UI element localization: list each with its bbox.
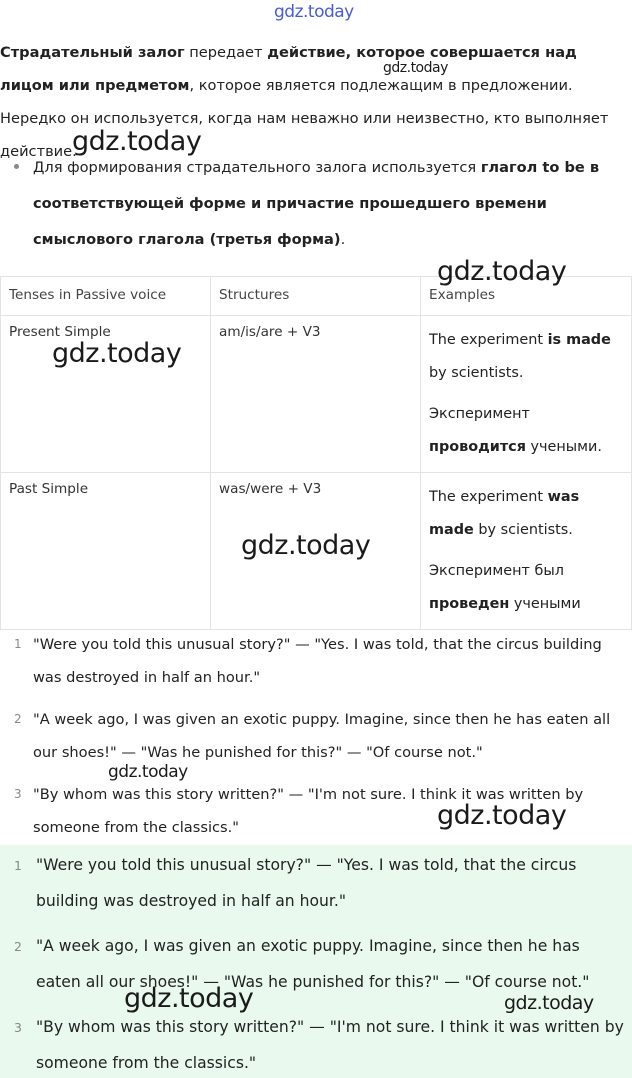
example-en-pre: The experiment: [429, 489, 548, 505]
watermark: gdz.today: [504, 992, 594, 1014]
watermark: gdz.today: [124, 983, 254, 1014]
watermark: gdz.today: [72, 126, 202, 157]
item-text: "Were you told this unusual story?" — "Yes. I was told, that the circus building was destroyed in half an hour.": [36, 856, 577, 910]
item-text: "Were you told this unusual story?" — "Yes. I was told, that the circus building was destroyed in half an hour.": [33, 636, 602, 686]
answer-box: [0, 845, 632, 1078]
item-text: "By whom was this story written?" — "I'm not sure. I think it was written by someone from the classics.": [36, 1018, 624, 1072]
header-examples: Examples: [421, 277, 632, 316]
example-ru-pre: Эксперимент был: [429, 563, 564, 579]
watermark: gdz.today: [383, 60, 448, 76]
example-en-post: by scientists.: [473, 522, 573, 538]
example-ru-pre: Эксперимент: [429, 406, 530, 422]
list-item: [0, 628, 632, 694]
example-en-bold: is made: [547, 332, 611, 348]
example-cell: [421, 316, 632, 473]
watermark: gdz.today: [52, 338, 182, 369]
example-ru-bold: проводится: [429, 439, 526, 455]
item-number: 2: [14, 712, 22, 726]
item-number: 1: [14, 858, 22, 873]
bullet-text: [0, 150, 632, 258]
watermark: gdz.today: [241, 530, 371, 561]
list-item: [0, 928, 632, 1000]
bullet-bold: глагол to be в соответствующей форме и причастие прошедшего времени смыслового глагола (третья форма): [33, 159, 600, 248]
example-en-post: by scientists.: [429, 365, 524, 381]
example-ru-post: учеными.: [525, 439, 602, 455]
watermark: gdz.today: [108, 762, 188, 782]
watermark: gdz.today: [437, 256, 567, 287]
header-tenses: Tenses in Passive voice: [1, 277, 211, 316]
structure-cell: am/is/are + V3: [211, 316, 421, 473]
bullet-item: [0, 150, 632, 258]
example-russian: [429, 555, 623, 621]
example-en-bold: was made: [429, 489, 580, 538]
intro-bold-2: действие, которое совершается над лицом или предметом: [0, 44, 577, 94]
watermark-top: gdz.today: [274, 2, 354, 22]
bullet-dot: [14, 164, 19, 169]
item-text: "By whom was this story written?" — "I'm not sure. I think it was written by someone from the classics.": [33, 786, 584, 836]
intro-bold-1: Страдательный залог: [0, 44, 185, 61]
example-english: [429, 481, 623, 547]
structure-cell: was/were + V3: [211, 473, 421, 630]
bullet-text-2: .: [340, 231, 346, 248]
item-number: 3: [14, 787, 22, 801]
tense-cell: Present Simple: [1, 316, 211, 473]
example-en-pre: The experiment: [429, 332, 548, 348]
bullet-text-1: Для формирования страдательного залога используется: [33, 159, 481, 176]
intro-text-1: передает: [184, 44, 268, 61]
example-ru-post: учеными: [509, 596, 581, 612]
item-text: "A week ago, I was given an exotic puppy. Imagine, since then he has eaten all our shoes!" — "Was he punished for this?" — "Of course not.": [33, 711, 611, 761]
passive-voice-table: [0, 276, 632, 630]
item-number: 1: [14, 637, 22, 651]
answer-list: [0, 847, 632, 1078]
example-ru-bold: проведен: [429, 596, 510, 612]
example-english: [429, 324, 623, 390]
top-strip: [0, 0, 632, 30]
list-item: [0, 703, 632, 769]
tense-cell: Past Simple: [1, 473, 211, 630]
list-item: [0, 847, 632, 919]
item-number: 3: [14, 1020, 22, 1035]
header-structures: Structures: [211, 277, 421, 316]
item-text: "A week ago, I was given an exotic puppy. Imagine, since then he has eaten all our shoes!" — "Was he punished for this?" — "Of course not.": [36, 937, 590, 991]
intro-text-2: , которое является подлежащим в предложении. Нередко он используется, когда нам неважно или неизвестно, кто выполняет действие.: [0, 77, 609, 160]
list-item: [0, 1009, 632, 1078]
example-russian: [429, 398, 623, 464]
watermark: gdz.today: [437, 800, 567, 831]
item-number: 2: [14, 939, 22, 954]
example-cell: [421, 473, 632, 630]
